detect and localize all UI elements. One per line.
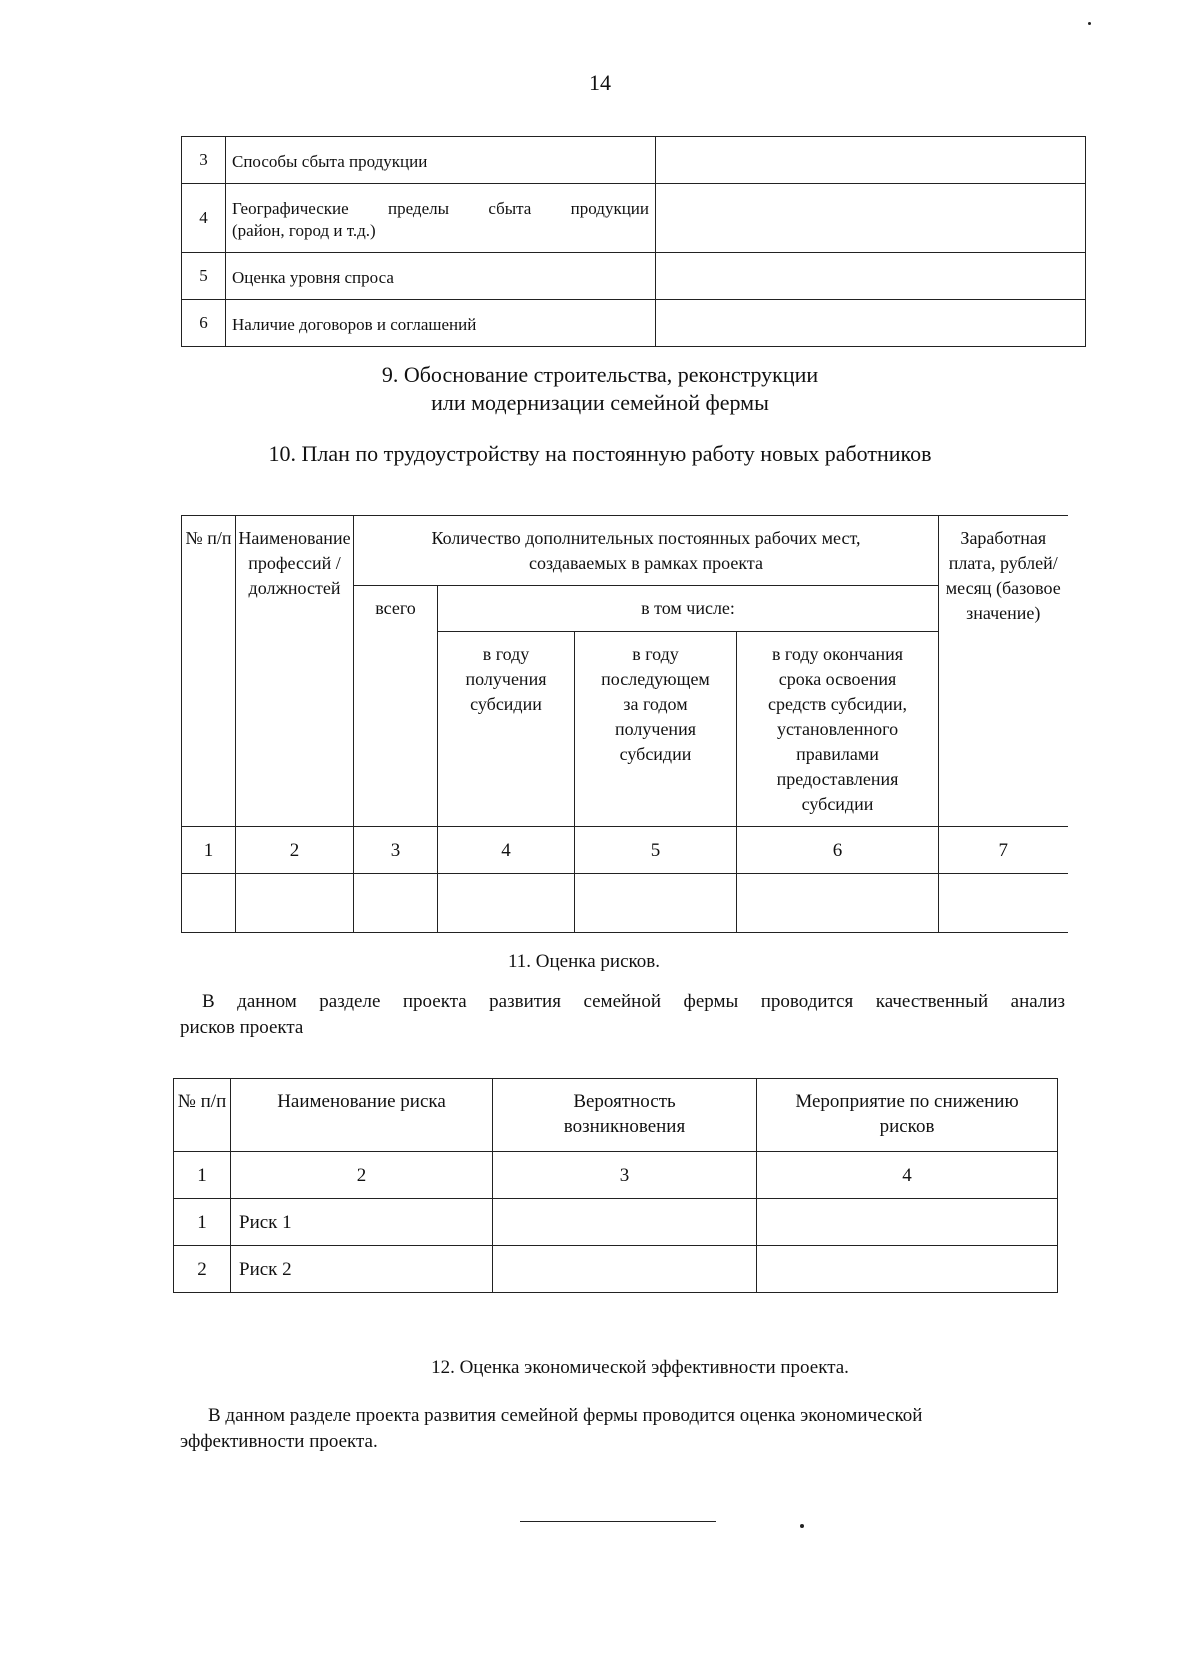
index-cell: 1 xyxy=(182,827,236,874)
risk-number: 1 xyxy=(174,1199,231,1246)
row-value xyxy=(656,300,1086,347)
table-row xyxy=(182,137,1086,184)
end-divider xyxy=(520,1521,716,1522)
index-cell: 2 xyxy=(231,1152,493,1199)
col-year-receipt-header: в году получения субсидии xyxy=(438,632,575,827)
section-11-description-line2: рисков проекта xyxy=(180,1017,304,1038)
section-11-heading: 11. Оценка рисков. xyxy=(508,951,660,972)
row-label: Способы сбыта продукции xyxy=(226,137,656,184)
section-9-line2: или модернизации семейной фермы xyxy=(431,390,769,415)
risk-measure xyxy=(757,1246,1058,1293)
col-group-header: Количество дополнительных постоянных рабочих мест, создаваемых в рамках проекта xyxy=(354,516,939,586)
risk-name: Риск 2 xyxy=(231,1246,493,1293)
row-label-line1: Географические пределы сбыта продукции xyxy=(232,199,649,218)
index-cell: 3 xyxy=(493,1152,757,1199)
index-cell: 1 xyxy=(174,1152,231,1199)
index-cell: 4 xyxy=(438,827,575,874)
scan-dot xyxy=(1088,22,1091,25)
row-label: Оценка уровня спроса xyxy=(226,253,656,300)
scan-dot xyxy=(800,1524,804,1528)
col-including-header: в том числе: xyxy=(438,586,939,632)
section-12-description xyxy=(180,1403,1065,1455)
empty-cell xyxy=(575,874,737,933)
row-label-line2: (район, город и т.д.) xyxy=(232,221,376,240)
col-num-header: № п/п xyxy=(174,1079,231,1152)
section-9-heading xyxy=(0,361,1200,417)
empty-cell xyxy=(939,874,1068,933)
marketing-table xyxy=(181,136,1086,347)
empty-cell xyxy=(354,874,438,933)
risk-name: Риск 1 xyxy=(231,1199,493,1246)
risk-probability xyxy=(493,1246,757,1293)
index-row xyxy=(182,827,1068,874)
index-cell: 7 xyxy=(939,827,1068,874)
section-12-heading: 12. Оценка экономической эффективности проекта. xyxy=(431,1357,849,1378)
col-probability-header: Вероятность возникновения xyxy=(493,1079,757,1152)
section-11-description-line1: В данном разделе проекта развития семейной фермы проводится качественный анализ xyxy=(202,991,1065,1012)
header-row xyxy=(174,1079,1058,1152)
row-number: 5 xyxy=(182,253,226,300)
index-cell: 6 xyxy=(737,827,939,874)
col-profession-header: Наименование профессий /должностей xyxy=(236,516,354,827)
section-11-description xyxy=(180,989,1065,1041)
header-row xyxy=(182,516,1068,586)
table-row xyxy=(182,184,1086,253)
table-row xyxy=(182,300,1086,347)
index-cell: 4 xyxy=(757,1152,1058,1199)
employment-plan-table xyxy=(181,515,1068,933)
section-10-heading: 10. План по трудоустройству на постоянную работу новых работников xyxy=(268,441,932,466)
table-row xyxy=(182,253,1086,300)
empty-cell xyxy=(737,874,939,933)
section-12-description-line1: В данном разделе проекта развития семейной фермы проводится оценка экономической xyxy=(208,1405,923,1426)
row-value xyxy=(656,137,1086,184)
table-row xyxy=(174,1199,1058,1246)
risk-probability xyxy=(493,1199,757,1246)
col-measure-header: Мероприятие по снижению рисков xyxy=(757,1079,1058,1152)
empty-cell xyxy=(438,874,575,933)
col-total-header: всего xyxy=(354,586,438,827)
row-value xyxy=(656,253,1086,300)
empty-cell xyxy=(236,874,354,933)
page-number: 14 xyxy=(589,70,611,95)
row-number: 6 xyxy=(182,300,226,347)
empty-cell xyxy=(182,874,236,933)
col-salary-header: Заработная плата, рублей/месяц (базовое значение) xyxy=(939,516,1068,827)
col-num-header: № п/п xyxy=(182,516,236,827)
index-cell: 5 xyxy=(575,827,737,874)
index-cell: 3 xyxy=(354,827,438,874)
table-row xyxy=(182,874,1068,933)
risk-table xyxy=(173,1078,1058,1293)
row-number: 4 xyxy=(182,184,226,253)
risk-measure xyxy=(757,1199,1058,1246)
table-row xyxy=(174,1246,1058,1293)
index-cell: 2 xyxy=(236,827,354,874)
section-12-description-line2: эффективности проекта. xyxy=(180,1431,378,1452)
col-year-end-header: в году окончания срока освоения средств субсидии, установленного правилами предоставления субсидии xyxy=(737,632,939,827)
row-number: 3 xyxy=(182,137,226,184)
row-label: Наличие договоров и соглашений xyxy=(226,300,656,347)
row-value xyxy=(656,184,1086,253)
risk-number: 2 xyxy=(174,1246,231,1293)
section-9-line1: 9. Обоснование строительства, реконструкции xyxy=(381,362,819,387)
col-year-next-header: в году последующем за годом получения субсидии xyxy=(575,632,737,827)
col-name-header: Наименование риска xyxy=(231,1079,493,1152)
row-label xyxy=(226,184,656,253)
index-row xyxy=(174,1152,1058,1199)
